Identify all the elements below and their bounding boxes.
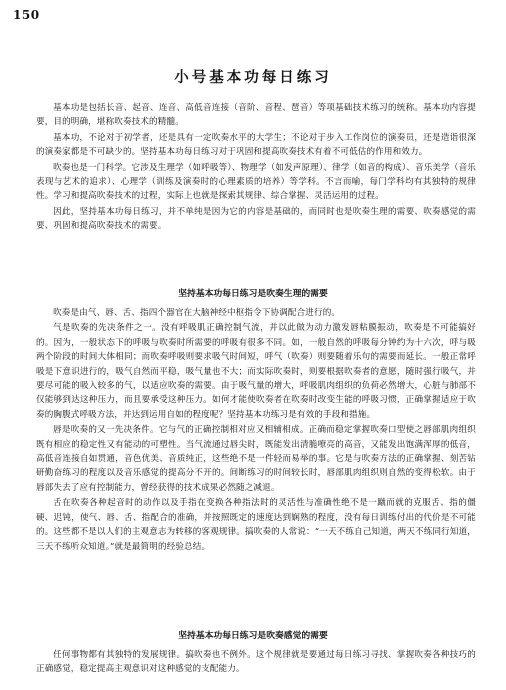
paragraph: 基本功，不论对于初学者，还是具有一定吹奏水平的大学生；不论对于步入工作岗位的演奏员，还是造诣很深的演奏家都是不可缺少的。坚持基本功每日练习对于巩固和提高吹奏技术有着不可低估的作用和效力。 <box>36 132 476 158</box>
paragraph: 气是吹奏的先决条件之一。没有呼吸肌正确控制气流，并以此做为动力激发唇粘膜振动，吹奏是不可能搞好的。因为，一般状态下的呼吸与吹奏时所需要的呼吸有很多不同。如，一般自然的呼吸每分钟约为十六次，呼与吸两个阶段的时间大体相同；而吹奏呼吸则要求吸气时间短，呼气（吹奏）则要随着乐句的需要而延长。一般正常呼吸是下意识进行的，吸气自然而平稳，吸气量也不大；而实际吹奏时，则要根据吹奏者的意愿，随时强行吸气，并要尽可能的吸入较多的气，以适应吹奏的需要。由于吸气量的增大，呼吸肌肉组织的负荷必然增大，心脏与肺部不仅能够到达这种压力，而且要承受这种压力。如何才能使吹奏者在吹奏时改变生能的呼吸习惯，正确掌握适应于吹奏的胸腹式呼吸方法，并达到运用自如的程度呢？坚持基本功练习是有效的手段和措施。 <box>36 323 476 420</box>
paragraph: 舌在吹奏各种起音时的动作以及手指在变换各种指法时的灵活性与准确性绝不是一蹴而就的克服舌、指的僵硬、迟钝，使气、唇、舌、指配合的准确，并按照既定的速度达到娴熟的程度，没有每日训练付出的代价是不可能的。这些都不是以人们的主观意志为转移的客观规律。搞吹奏的人常说：“一天不练自己知道，两天不练同行知道，三天不练听众知道。”就是最简明的经验总结。 <box>36 498 476 552</box>
section-heading-feeling: 坚持基本功每日练习是吹奏感觉的需要 <box>178 631 328 641</box>
paragraph: 吹奏是由气、唇、舌、指四个器官在大脑神经中枢指令下协调配合进行的。 <box>53 308 341 318</box>
paragraph: 基本功是包括长音、起音、连音、高低音连接（音阶、音程、琶音）等项基础技术练习的统称。基本功内容提要，目的明确，堪称吹奏技术的精髓。 <box>36 103 476 128</box>
paragraph: 因此，坚持基本功每日练习，并不单纯是因为它的内容是基础的，而同时也是吹奏生理的需要、吹奏感觉的需要、巩固和提高吹奏技术的需要。 <box>36 206 476 232</box>
page-number: 150 <box>13 8 40 22</box>
paragraph: 吹奏也是一门科学。它涉及生理学（如呼吸等）、物理学（如发声原理）、律学（如音的构成）、音乐美学（音乐表现与艺术的追求）、心理学（训练及演奏时的心理素质的培养）等学科。不言而喻，每门学科均有其独特的规律性。学习和提高吹奏技术的过程，实际上也就是探索其规律、综合掌握、灵活运用的过程。 <box>36 162 476 202</box>
paragraph: 唇是吹奏的又一先决条件。它与气的正确控制相对应又相辅相成。正确而稳定掌握吹奏口型使之唇部肌肉组织既有相应的稳定性又有能动的可塑性。当气流通过唇尖时，既能发出清脆嘹亮的高音，又能发出饱满浑厚的低音，高低音连接自如贯通，音色优美、音质纯正，这些绝不是一件轻而易举的事。它是与吹奏方法的正确掌握、刻苦钻研勤奋练习的程度以及音乐感觉的提高分不开的。间断练习的时间较长时，唇部肌肉组织则自然的变得松软。由于唇部失去了应有控制能力，曾经获得的技术成果必然随之减退。 <box>36 425 476 493</box>
section-heading-physiology: 坚持基本功每日练习是吹奏生理的需要 <box>178 289 328 299</box>
physiology-section <box>36 306 476 555</box>
feeling-section <box>36 648 476 678</box>
page-title: 小号基本功每日练习 <box>174 69 332 86</box>
paragraph: 任何事物都有其独特的发展规律。搞吹奏也不例外。这个规律就是要通过每日练习寻找、掌握吹奏各种技巧的正确感觉，稳定提高主观意识对这种感觉的支配能力。 <box>36 650 476 675</box>
intro-section <box>36 101 476 235</box>
